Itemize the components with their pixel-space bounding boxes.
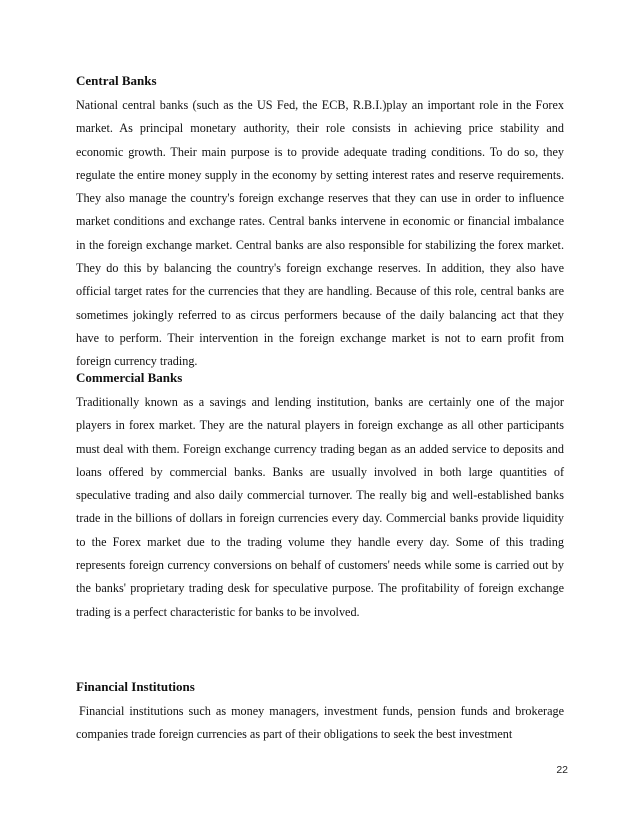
section-paragraph: Traditionally known as a savings and lending institution, banks are certainly one of the major players in forex market. They are the natural players in foreign exchange as all other participants must deal with them. Foreign exchange currency trading began as an added service to deposits and loans offered by commercial banks. Banks are usually involved in both large quantities of speculative trading and also daily commercial turnover. The really big and well-established banks trade in the billions of dollars in foreign currencies every day. Commercial banks provide liquidity to the Forex market due to the trading volume they handle every day. Some of this trading represents foreign currency conversions on behalf of customers' needs while some is carried out by the banks' proprietary trading desk for speculative purpose. The profitability of foreign exchange trading is a perfect characteristic for banks to be involved. <box>76 395 564 619</box>
section-heading: Commercial Banks <box>76 370 183 385</box>
section-paragraph: National central banks (such as the US Fed, the ECB, R.B.I.)play an important role in the Forex market. As principal monetary authority, their role consists in achieving price stability and economic growth. Their main purpose is to provide adequate trading conditions. To do so, they regulate the entire money supply in the economy by setting interest rates and reserve requirements. They also manage the country's foreign exchange reserves that they can use in order to influence market conditions and exchange rates. Central banks intervene in economic or financial imbalance in the foreign exchange market. Central banks are also responsible for stabilizing the forex market. They do this by balancing the country's foreign exchange reserves. In addition, they also have official target rates for the currencies that they are handling. Because of this role, central banks are sometimes jokingly referred to as circus performers because of the daily balancing act that they have to perform. Their intervention in the foreign exchange market is not to earn profit from foreign currency trading. <box>76 98 564 369</box>
section-heading: Central Banks <box>76 73 157 88</box>
page-number: 22 <box>556 764 568 776</box>
section-central-banks <box>76 73 564 374</box>
section-financial-institutions <box>76 679 564 747</box>
section-heading: Financial Institutions <box>76 679 195 694</box>
section-commercial-banks <box>76 370 564 624</box>
section-paragraph: Financial institutions such as money managers, investment funds, pension funds and brokerage companies trade foreign currencies as part of their obligations to seek the best investment <box>76 704 564 742</box>
